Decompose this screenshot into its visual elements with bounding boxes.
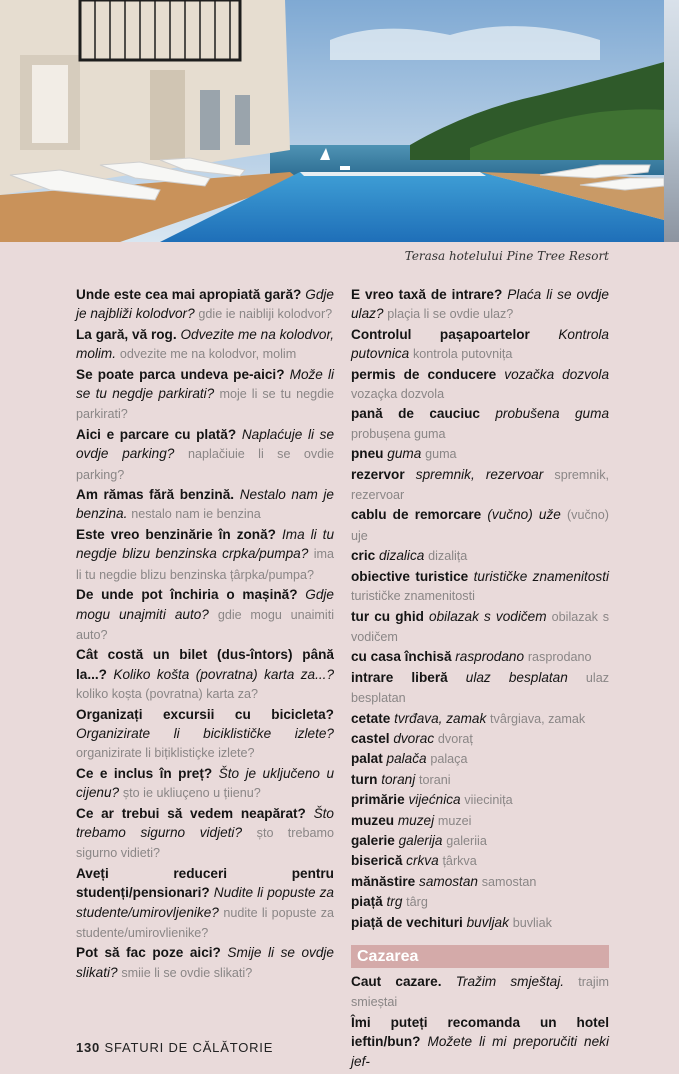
phrase-entry xyxy=(351,465,609,506)
pronunciation: moje li se tu negdie parkirati? xyxy=(76,387,334,422)
romanian-phrase: galerie xyxy=(351,832,395,848)
pronunciation: ima li tu negdie blizu benzinska țârpka/pumpa? xyxy=(76,547,334,582)
croatian-translation: spremnik, rezervoar xyxy=(415,466,544,482)
phrase-entry xyxy=(351,892,609,912)
croatian-translation: vozačka dozvola xyxy=(504,366,610,382)
croatian-translation: crkva xyxy=(406,853,439,869)
pronunciation: galeriia xyxy=(446,833,487,848)
romanian-phrase: cablu de remorcare xyxy=(351,507,482,523)
croatian-translation: Može li se tu negdje parkirati? xyxy=(76,366,335,402)
phrase-entry xyxy=(76,943,334,983)
phrase-entry xyxy=(351,607,609,648)
romanian-phrase: cric xyxy=(351,548,376,564)
phrase-entry xyxy=(351,404,609,444)
phrase-entry xyxy=(351,872,609,892)
romanian-phrase: turn xyxy=(351,771,378,787)
pronunciation: viiecinița xyxy=(464,793,513,808)
phrase-entry xyxy=(76,365,334,425)
phrase-entry xyxy=(76,425,334,485)
pronunciation: plaçia li se ovdie ulaz? xyxy=(387,307,514,322)
romanian-phrase: primărie xyxy=(351,792,405,808)
pronunciation: ulaz besplatan xyxy=(351,670,610,706)
croatian-translation: Što trebamo sigurno vidjeti? xyxy=(76,805,334,840)
pronunciation: naplačiuie li se ovdie parking? xyxy=(76,447,335,482)
phrase-entry xyxy=(351,709,609,729)
croatian-translation: Organizirate li biciklističke izlete? xyxy=(76,725,334,741)
pronunciation: turističke znamenitosti xyxy=(351,589,475,604)
romanian-phrase: permis de conducere xyxy=(351,366,497,382)
romanian-phrase: La gară, vă rog. xyxy=(76,326,177,342)
phrase-entry xyxy=(351,546,609,566)
croatian-translation: trg xyxy=(386,894,403,910)
romanian-phrase: cetate xyxy=(351,710,391,726)
croatian-translation: Naplaćuje li se ovdje parking? xyxy=(76,426,335,462)
footer-section-title: SFATURI DE CĂLĂTORIE xyxy=(104,1040,274,1055)
phrase-entry xyxy=(351,444,609,464)
pronunciation: koliko koșta (povratna) karta za? xyxy=(76,687,258,702)
croatian-translation: turističke znamenitosti xyxy=(473,568,609,584)
pronunciation: muzei xyxy=(437,813,472,828)
pronunciation: spremnik, rezervoar xyxy=(351,467,609,503)
croatian-translation: ulaz besplatan xyxy=(465,669,568,685)
phrase-entry xyxy=(76,585,334,645)
pronunciation: țârkva xyxy=(442,854,477,869)
pool-terrace-illustration xyxy=(0,0,664,242)
phrase-entry xyxy=(351,365,609,405)
romanian-phrase: Caut cazare. xyxy=(351,974,442,989)
croatian-translation: Plaća li se ovdje ulaz? xyxy=(351,287,609,322)
page-footer xyxy=(76,1040,273,1055)
romanian-phrase: De unde pot închiria o mașină? xyxy=(76,587,298,603)
croatian-translation: palača xyxy=(386,751,427,767)
phrase-entry xyxy=(76,645,334,704)
romanian-phrase: Am rămas fără benzină. xyxy=(76,487,235,503)
romanian-phrase: pană de cauciuc xyxy=(351,406,480,422)
croatian-translation: toranj xyxy=(381,771,416,787)
romanian-phrase: rezervor xyxy=(351,466,405,482)
croatian-translation: Nudite li popuste za studente/umirovljenike? xyxy=(76,885,334,920)
pronunciation: gdie ie naibliji kolodvor? xyxy=(198,307,333,322)
croatian-translation: Odvezite me na kolodvor, molim. xyxy=(76,326,335,362)
pronunciation: palaça xyxy=(430,752,468,767)
romanian-phrase: muzeu xyxy=(351,812,395,828)
romanian-phrase: piață de vechituri xyxy=(351,914,463,930)
phrase-entry xyxy=(351,505,609,546)
pronunciation: dizalița xyxy=(428,549,468,564)
right-column-entries xyxy=(351,285,609,933)
romanian-phrase: pneu xyxy=(351,446,384,462)
croatian-translation: probušena guma xyxy=(495,406,610,422)
romanian-phrase: biserică xyxy=(351,853,403,869)
phrase-entry xyxy=(76,325,334,365)
pronunciation: nestalo nam ie benzina xyxy=(131,507,261,522)
section-entries xyxy=(351,972,609,1072)
photo-caption: Terasa hotelului Pine Tree Resort xyxy=(404,249,609,263)
romanian-phrase: Cât costă un bilet (dus-întors) până la...? xyxy=(76,647,334,682)
phrase-entry xyxy=(351,567,609,607)
romanian-phrase: Este vreo benzinărie în zonă? xyxy=(76,526,276,542)
page-number: 130 xyxy=(76,1040,101,1055)
pronunciation: dvoraț xyxy=(437,731,473,746)
romanian-phrase: Organizați excursii cu bicicleta? xyxy=(76,706,334,722)
croatian-translation: tvrđava, zamak xyxy=(394,710,487,726)
croatian-translation: dvorac xyxy=(393,730,435,746)
phrase-entry xyxy=(351,647,609,667)
croatian-translation: Koliko košta (povratna) karta za...? xyxy=(113,666,335,682)
pronunciation: șto trebamo sigurno vidieti? xyxy=(76,825,335,861)
croatian-translation: guma xyxy=(387,446,422,462)
phrase-entry xyxy=(351,811,609,831)
croatian-translation: Kontrola putovnica xyxy=(351,326,609,362)
romanian-phrase: Ce e inclus în preț? xyxy=(76,765,213,781)
pronunciation: gdie mogu unaimiti auto? xyxy=(76,607,334,642)
croatian-translation: galerija xyxy=(398,832,443,848)
phrase-entry xyxy=(76,485,334,525)
phrase-entry xyxy=(76,764,334,804)
pronunciation: smiie li se ovdie slikati? xyxy=(121,965,253,980)
croatian-translation: rasprodano xyxy=(455,649,525,665)
romanian-phrase: Unde este cea mai apropiată gară? xyxy=(76,287,302,302)
romanian-phrase: Se poate parca undeva pe-aici? xyxy=(76,366,285,382)
romanian-phrase: Aici e parcare cu plată? xyxy=(76,426,237,442)
phrase-entry xyxy=(351,729,609,749)
croatian-translation: buvljak xyxy=(466,914,509,930)
pronunciation: nudite li popuste za studente/umirovlienike? xyxy=(76,905,334,940)
pronunciation: vozaçka dozvola xyxy=(351,387,445,402)
croatian-translation: Što je uključeno u cijenu? xyxy=(76,765,335,801)
pronunciation: probușena guma xyxy=(351,426,446,441)
romanian-phrase: Aveți reduceri pentru studenți/pensionari? xyxy=(76,865,334,901)
croatian-translation: Gdje je najbliži kolodvor? xyxy=(76,287,334,322)
croatian-translation: (vučno) uže xyxy=(487,507,561,523)
romanian-phrase: Controlul pașapoartelor xyxy=(351,326,530,342)
romanian-phrase: obiective turistice xyxy=(351,568,469,584)
phrase-entry xyxy=(76,285,334,325)
hotel-terrace-photo xyxy=(0,0,664,242)
romanian-phrase: E vreo taxă de intrare? xyxy=(351,287,503,302)
croatian-translation: Ima li tu negdje blizu benzinska crpka/pumpa? xyxy=(76,526,335,562)
pronunciation: rasprodano xyxy=(527,650,592,665)
phrase-entry xyxy=(351,770,609,790)
croatian-translation: dizalica xyxy=(378,548,425,564)
phrase-entry xyxy=(351,913,609,933)
page-edge xyxy=(664,0,679,242)
left-column xyxy=(76,285,334,983)
croatian-translation: Smije li se ovdje slikati? xyxy=(76,945,334,980)
romanian-phrase: tur cu ghid xyxy=(351,608,424,624)
pronunciation: guma xyxy=(425,447,457,462)
pronunciation: (vučno) uje xyxy=(351,508,609,543)
croatian-translation: Možete li mi preporučiti neki jef- xyxy=(351,1034,609,1069)
phrase-entry xyxy=(76,525,334,585)
phrase-entry xyxy=(76,864,334,944)
phrase-entry xyxy=(351,851,609,871)
phrase-entry xyxy=(351,1013,609,1072)
croatian-translation: Gdje mogu unajmiti auto? xyxy=(76,587,334,622)
phrase-entry xyxy=(76,804,334,864)
romanian-phrase: Îmi puteți recomanda un hotel ieftin/bun? xyxy=(351,1014,609,1050)
phrase-entry xyxy=(351,668,609,709)
croatian-translation: vijećnica xyxy=(408,792,461,808)
right-column xyxy=(351,285,609,1072)
pronunciation: odvezite me na kolodvor, molim xyxy=(119,347,297,362)
romanian-phrase: intrare liberă xyxy=(351,669,448,685)
croatian-translation: samostan xyxy=(419,873,478,889)
croatian-translation: obilazak s vodičem xyxy=(429,608,547,624)
pronunciation: kontrola putovnița xyxy=(412,347,513,362)
romanian-phrase: mănăstire xyxy=(351,873,416,889)
pronunciation: obilazak s vodičem xyxy=(351,609,610,644)
romanian-phrase: cu casa închisă xyxy=(351,649,452,665)
pronunciation: tvârgiava, zamak xyxy=(490,711,586,726)
romanian-phrase: palat xyxy=(351,751,383,767)
croatian-translation: muzej xyxy=(397,812,435,828)
pronunciation: șto ie ukliuçeno u țiienu? xyxy=(122,786,261,801)
phrase-entry xyxy=(351,325,609,365)
phrase-entry xyxy=(351,749,609,769)
romanian-phrase: castel xyxy=(351,730,390,746)
romanian-phrase: Ce ar trebui să vedem neapărat? xyxy=(76,805,306,821)
romanian-phrase: piață xyxy=(351,894,383,910)
phrase-entry xyxy=(351,972,609,1013)
section-heading: Cazarea xyxy=(351,945,609,968)
pronunciation: buvliak xyxy=(512,915,552,930)
pronunciation: torani xyxy=(419,772,451,787)
romanian-phrase: Pot să fac poze aici? xyxy=(76,945,221,961)
phrase-entry xyxy=(351,790,609,810)
phrase-entry xyxy=(351,831,609,851)
pronunciation: trajim smieștai xyxy=(351,975,610,1010)
pronunciation: organizirate li bițiklistiçke izlete? xyxy=(76,746,255,761)
phrase-entry xyxy=(351,285,609,325)
phrase-entry xyxy=(76,705,334,764)
croatian-translation: Nestalo nam je benzina. xyxy=(76,487,334,522)
pronunciation: samostan xyxy=(481,874,537,889)
croatian-translation: Tražim smještaj. xyxy=(455,974,565,989)
pronunciation: târg xyxy=(406,895,428,910)
